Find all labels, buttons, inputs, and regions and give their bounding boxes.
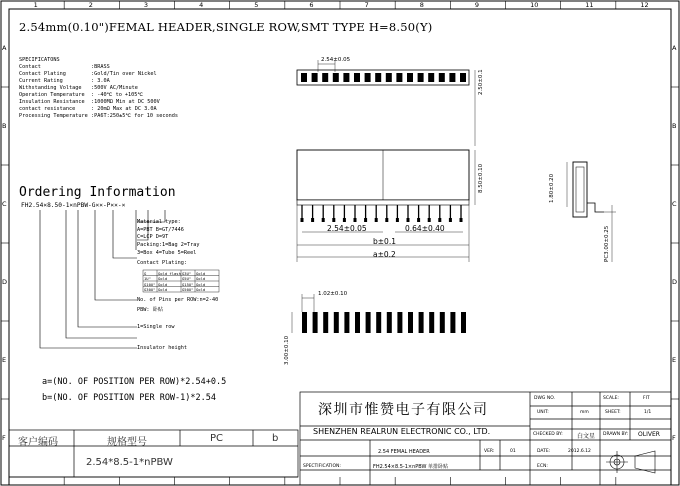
checked-label: CHECKED BY: bbox=[533, 432, 563, 437]
frame-col-label-top: 10 bbox=[530, 1, 539, 9]
plating-cell: Gold bbox=[196, 287, 206, 292]
top-view bbox=[297, 60, 475, 146]
frame-row-label-right: C bbox=[672, 200, 677, 208]
drawn-value: OLIVER bbox=[638, 431, 660, 438]
spec-heading: SPECIFICATONS bbox=[19, 57, 60, 63]
plating-cell: Gold bbox=[196, 270, 206, 276]
frame-col-label-top: 9 bbox=[474, 1, 480, 9]
top-view-pin bbox=[428, 73, 434, 82]
pins-1: No. of Pins per ROW:n=2-40 bbox=[137, 297, 219, 303]
frame-col-label-top: 2 bbox=[88, 1, 93, 9]
spec-value: FH2.54×8.5-1×nPBW 单排卧贴 bbox=[373, 464, 449, 470]
dim-pitch-top: 2.54±0.05 bbox=[321, 57, 351, 63]
pad bbox=[408, 312, 413, 333]
plating-cell: G bbox=[144, 270, 147, 276]
plating-cell: Gold bbox=[196, 281, 206, 287]
plating-cell: Gold bbox=[158, 276, 168, 281]
ver-value: 01 bbox=[510, 449, 516, 454]
dim-pad-width: 1.02±0.10 bbox=[318, 291, 348, 297]
dim-pitch-front: 2.54±0.05 bbox=[327, 224, 367, 233]
frame-row-label-left: F bbox=[2, 434, 6, 442]
dim-a: a±0.2 bbox=[373, 250, 396, 259]
spec-row-label: Contact Plating bbox=[19, 71, 66, 77]
front-view-pin-tip bbox=[343, 218, 346, 222]
date-label: DATE: bbox=[537, 449, 551, 454]
top-view-pin bbox=[343, 73, 349, 82]
front-view-pin-tip bbox=[460, 218, 463, 222]
scale-value: FIT bbox=[643, 396, 650, 401]
top-view-pin bbox=[354, 73, 360, 82]
company-en: SHENZHEN REALRUN ELECTRONIC CO., LTD. bbox=[313, 427, 491, 436]
front-view-pin-tip bbox=[364, 218, 367, 222]
frame-row-label-right: F bbox=[672, 434, 676, 442]
dim-body-height: 8.50±0.10 bbox=[478, 163, 484, 193]
insulator-label: Insulator height bbox=[137, 345, 187, 351]
pad bbox=[355, 312, 360, 333]
spec-row-value: : -40℃ to +105℃ bbox=[91, 92, 144, 98]
frame-row-label-left: D bbox=[2, 278, 8, 286]
top-view-pin bbox=[449, 73, 455, 82]
dim-pin-width: 0.64±0.40 bbox=[405, 224, 445, 233]
pins-2: PBW: 卧贴 bbox=[137, 307, 163, 313]
unit-label: UNIT: bbox=[537, 410, 549, 415]
spec-label: SPECTIFICATION: bbox=[303, 464, 341, 469]
spec-row-value: : 3.0A bbox=[91, 78, 110, 84]
pad bbox=[302, 312, 307, 333]
frame-col-label-top: 1 bbox=[33, 1, 38, 9]
front-view-pin-tip bbox=[385, 218, 388, 222]
pad bbox=[376, 312, 381, 333]
packing-2: 3=Box 4=Tube 5=Reel bbox=[137, 250, 197, 256]
top-view-pin bbox=[396, 73, 402, 82]
desc-value: 2.54 FEMAL HEADER bbox=[378, 449, 430, 455]
spec-row-value: : 20mΩ Max at DC 3.0A bbox=[91, 106, 157, 112]
front-view-pin-tip bbox=[354, 218, 357, 222]
plating-cell: Gold bbox=[196, 276, 206, 281]
plating-cell: G15U" bbox=[182, 281, 194, 287]
single-row-label: 1=Single row bbox=[137, 324, 175, 330]
top-view-pin bbox=[407, 73, 413, 82]
dim-pad-length: 3.00±0.10 bbox=[284, 335, 290, 365]
top-view-pin bbox=[365, 73, 371, 82]
frame-col-label-top: 4 bbox=[199, 1, 204, 9]
front-view-pin-tip bbox=[407, 218, 410, 222]
frame-col-label-top: 5 bbox=[254, 1, 259, 9]
spec-row-label: Contact bbox=[19, 64, 41, 70]
drawing-title: 2.54mm(0.10")FEMAL HEADER,SINGLE ROW,SMT TYPE H=8.50(Y) bbox=[19, 20, 433, 34]
frame-row-label-right: B bbox=[672, 122, 677, 130]
ver-label: VER: bbox=[484, 449, 495, 454]
front-view-pin-tip bbox=[438, 218, 441, 222]
frame-col-label-top: 7 bbox=[364, 1, 369, 9]
spec-row-label: Processing Temperature bbox=[19, 113, 88, 119]
col-b: b bbox=[272, 433, 279, 444]
spec-row-value: :500V AC/Minute bbox=[91, 85, 138, 91]
pad bbox=[429, 312, 434, 333]
pad bbox=[397, 312, 402, 333]
plating-cell: G30U" bbox=[144, 287, 156, 292]
dim-b: b±0.1 bbox=[373, 237, 396, 246]
top-view-pin bbox=[301, 73, 307, 82]
dim-side-2: PC3.00±0.25 bbox=[604, 225, 610, 262]
front-view-pin-tip bbox=[396, 218, 399, 222]
pad bbox=[440, 312, 445, 333]
company-cn: 深圳市惟赞电子有限公司 bbox=[318, 402, 489, 418]
front-view-pin-tip bbox=[322, 218, 325, 222]
frame-col-label-top: 11 bbox=[585, 1, 594, 9]
top-view-pin bbox=[312, 73, 318, 82]
dwg-no-label: DWG NO. bbox=[534, 396, 555, 401]
contact-plating-label: Contact Plating: bbox=[137, 260, 187, 266]
ordering-heading: Ordering Information bbox=[19, 185, 176, 200]
spec-row-label: Current Rating bbox=[19, 78, 63, 84]
spec-row-label: Withstanding Voltage bbox=[19, 85, 82, 91]
date-value: 2012.6.12 bbox=[568, 449, 591, 454]
frame-row-label-left: A bbox=[2, 44, 7, 52]
spec-row-label: contact resistance bbox=[19, 106, 76, 112]
spec-row-value: :PA6T:250±5℃ for 10 seconds bbox=[91, 113, 179, 119]
dim-side-1: 1.80±0.20 bbox=[549, 173, 555, 203]
col-spec-model: 规格型号 bbox=[107, 437, 147, 448]
plating-cell: Gold flash bbox=[158, 270, 181, 276]
scale-label: SCALE: bbox=[603, 396, 619, 401]
frame-row-label-left: C bbox=[2, 200, 7, 208]
frame-col-label-top: 6 bbox=[309, 1, 314, 9]
pad bbox=[344, 312, 349, 333]
frame-col-label-top: 12 bbox=[640, 1, 649, 9]
pad bbox=[461, 312, 466, 333]
front-view-pin-tip bbox=[311, 218, 314, 222]
ecn-label: ECN: bbox=[537, 464, 548, 469]
front-view-pin-tip bbox=[332, 218, 335, 222]
top-view-pin bbox=[322, 73, 328, 82]
frame-col-label-top: 8 bbox=[419, 1, 424, 9]
frame-row-label-right: E bbox=[672, 356, 677, 364]
material-heading: Material type: bbox=[137, 219, 181, 225]
top-view-pin bbox=[439, 73, 445, 82]
front-view-pin-tip bbox=[428, 218, 431, 222]
spec-row-label: Operation Temperature bbox=[19, 92, 85, 98]
frame-row-label-left: E bbox=[2, 356, 7, 364]
unit-value: mm bbox=[580, 410, 589, 415]
sheet-value: 1/1 bbox=[644, 410, 652, 415]
pad-layout bbox=[292, 294, 466, 333]
drawn-label: DRAWN BY: bbox=[603, 432, 628, 437]
front-view-pin-tip bbox=[417, 218, 420, 222]
frame-col-label-top: 3 bbox=[143, 1, 149, 9]
front-view-pin-tip bbox=[449, 218, 452, 222]
formula-b: b=(NO. OF POSITION PER ROW-1)*2.54 bbox=[42, 393, 216, 403]
plating-cell: 1U" bbox=[144, 276, 151, 281]
frame-row-label-right: A bbox=[672, 44, 677, 52]
spec-row-value: :Gold/Tin over Nickel bbox=[91, 71, 157, 77]
formula-a: a=(NO. OF POSITION PER ROW)*2.54+0.5 bbox=[42, 377, 227, 387]
top-view-pin bbox=[375, 73, 381, 82]
checked-value: 白文星 bbox=[577, 433, 596, 440]
top-view-pin bbox=[418, 73, 424, 82]
packing-1: Packing:1=Bag 2=Tray bbox=[137, 242, 200, 248]
pad bbox=[387, 312, 392, 333]
spec-model-value: 2.54*8.5-1*nPBW bbox=[86, 457, 173, 468]
dim-height-top: 2.50±0.1 bbox=[478, 69, 484, 95]
spec-row-label: Insulation Resistance bbox=[19, 99, 85, 105]
spec-row-value: :1000MΩ Min at DC 500V bbox=[91, 99, 160, 105]
top-view-pin bbox=[386, 73, 392, 82]
material-1: A=PBT B=GT/7446 bbox=[137, 227, 184, 233]
plating-cell: G3U" bbox=[182, 270, 192, 276]
pad bbox=[366, 312, 371, 333]
spec-row-value: :BRASS bbox=[91, 64, 110, 70]
top-view-pin bbox=[460, 73, 466, 82]
frame-row-label-left: B bbox=[2, 122, 7, 130]
pad bbox=[313, 312, 318, 333]
material-2: C=LCP D=9T bbox=[137, 234, 169, 240]
sheet-label: SHEET: bbox=[605, 410, 621, 415]
pad bbox=[419, 312, 424, 333]
pad bbox=[334, 312, 339, 333]
front-view-pin-tip bbox=[301, 218, 304, 222]
col-pc: PC bbox=[210, 433, 224, 444]
plating-cell: G5U" bbox=[182, 276, 192, 281]
pad bbox=[450, 312, 455, 333]
order-code: FH2.54×8.50-1×nPBW-G××-P××-× bbox=[21, 202, 126, 209]
plating-cell: Gold bbox=[158, 287, 168, 292]
frame-row-label-right: D bbox=[672, 278, 678, 286]
col-customer-code: 客户编码 bbox=[18, 437, 58, 448]
front-view-pin-tip bbox=[375, 218, 378, 222]
plating-cell: Gold bbox=[158, 281, 168, 287]
plating-cell: G10U" bbox=[144, 281, 156, 287]
top-view-pin bbox=[333, 73, 339, 82]
plating-cell: G50U" bbox=[182, 287, 194, 292]
pad bbox=[323, 312, 328, 333]
